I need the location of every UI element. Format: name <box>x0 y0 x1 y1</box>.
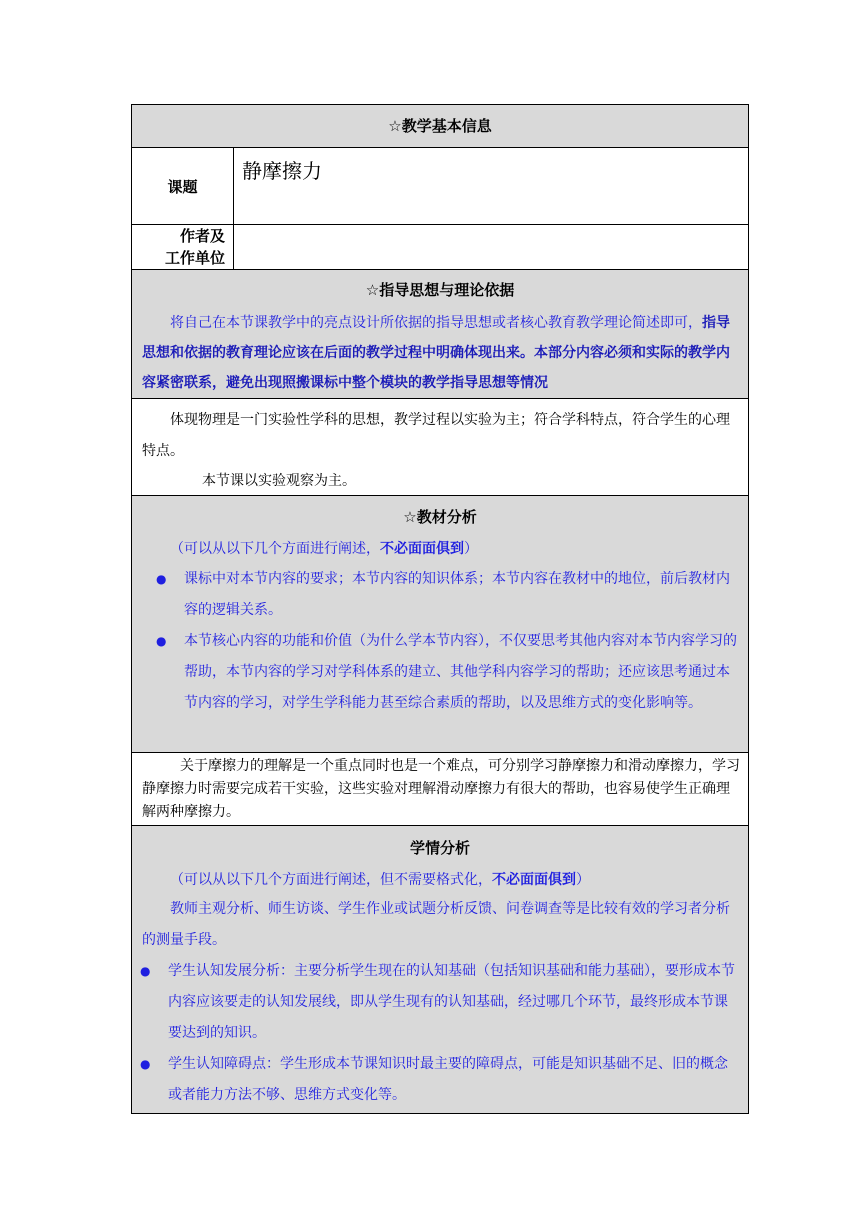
author-label-line2: 工作单位 <box>164 249 225 267</box>
author-label-line1: 作者及 <box>179 227 225 245</box>
lesson-plan-document <box>131 104 748 1114</box>
learner-intro: 教师主观分析、师生访谈、学生作业或试题分析反馈、问卷调查等是比较有效的学习者分析的测量手段。 <box>142 901 730 948</box>
lesson-plan-table <box>131 104 749 1114</box>
learner-bullet-1 <box>132 956 748 1049</box>
textbook-section-row <box>132 496 749 753</box>
topic-label: 课题 <box>132 148 234 225</box>
learner-bullet-2-text: 学生认知障碍点：学生形成本节课知识时最主要的障碍点，可能是知识基础不足、旧的概念或者能力方法不够、思维方式变化等。 <box>168 1056 728 1103</box>
guiding-section <box>132 270 749 399</box>
textbook-bullet-1-text: 课标中对本节内容的要求；本节内容的知识体系；本节内容在教材中的地位，前后教材内容的逻辑关系。 <box>184 571 730 618</box>
learner-bullet-1-text: 学生认知发展分析：主要分析学生现在的认知基础（包括知识基础和能力基础），要形成本节内容应该要走的认知发展线，即从学生现有的认知基础，经过哪几个环节，最终形成本节课要达到的知识。 <box>168 963 735 1041</box>
guiding-instruction <box>132 308 748 398</box>
learner-hint <box>132 866 748 894</box>
guiding-section-row <box>132 270 749 399</box>
learner-hint-end: ） <box>576 872 590 888</box>
textbook-content-text: 关于摩擦力的理解是一个重点同时也是一个难点，可分别学习静摩擦力和滑动摩擦力，学习静摩擦力时需要完成若干实验，这些实验对理解滑动摩擦力有很大的帮助，也容易使学生正确理解两种摩擦力。 <box>142 758 740 820</box>
bullet-dot-icon: ● <box>156 572 167 586</box>
learner-hint-plain: （可以从以下几个方面进行阐述，但不需要格式化， <box>170 872 492 888</box>
guiding-instruction-bold: 指导思想和依据的教育理论应该在后面的教学过程中明确体现出来。本部分内容必须和实际的教学内容紧密联系，避免出现照搬课标中整个模块的教学指导思想等情况 <box>142 315 730 391</box>
textbook-hint <box>132 534 748 564</box>
author-row <box>132 225 749 270</box>
learner-hint-bold: 不必面面俱到 <box>492 872 576 888</box>
textbook-hint-end: ） <box>464 541 478 557</box>
guiding-content-row <box>132 399 749 496</box>
learner-title: 学情分析 <box>410 839 471 857</box>
guiding-title: ☆指导思想与理论依据 <box>365 281 515 299</box>
topic-row <box>132 148 749 225</box>
guiding-instruction-plain: 将自己在本节课教学中的亮点设计所依据的指导思想或者核心教育教学理论简述即可， <box>170 315 702 331</box>
author-label <box>132 225 234 270</box>
guiding-content <box>132 399 749 496</box>
textbook-title: ☆教材分析 <box>403 508 477 526</box>
learner-section-row <box>132 826 749 1114</box>
textbook-bullet-2 <box>132 626 748 719</box>
bullet-dot-icon: ● <box>140 964 151 978</box>
basic-info-title: ☆教学基本信息 <box>132 105 749 148</box>
learner-section <box>132 826 749 1114</box>
textbook-bullet-1 <box>132 564 748 626</box>
author-value <box>234 225 749 270</box>
basic-info-header-row <box>132 105 749 148</box>
topic-value: 静摩擦力 <box>234 148 749 225</box>
learner-bullet-2 <box>132 1049 748 1111</box>
guiding-content-2: 本节课以实验观察为主。 <box>202 473 356 489</box>
textbook-section <box>132 496 749 753</box>
bullet-dot-icon: ● <box>140 1057 151 1071</box>
textbook-hint-plain: （可以从以下几个方面进行阐述， <box>170 541 380 557</box>
textbook-content <box>132 753 749 826</box>
textbook-bullet-2-text: 本节核心内容的功能和价值（为什么学本节内容），不仅要思考其他内容对本节内容学习的帮助，本节内容的学习对学科体系的建立、其他学科内容学习的帮助；还应该思考通过本节内容的学习，对学生学科能力甚至综合素质的帮助，以及思维方式的变化影响等。 <box>184 633 737 711</box>
bullet-dot-icon: ● <box>156 634 167 648</box>
textbook-hint-bold: 不必面面俱到 <box>380 541 464 557</box>
guiding-content-1: 体现物理是一门实验性学科的思想，教学过程以实验为主；符合学科特点，符合学生的心理特点。 <box>142 412 730 459</box>
textbook-content-row <box>132 753 749 826</box>
